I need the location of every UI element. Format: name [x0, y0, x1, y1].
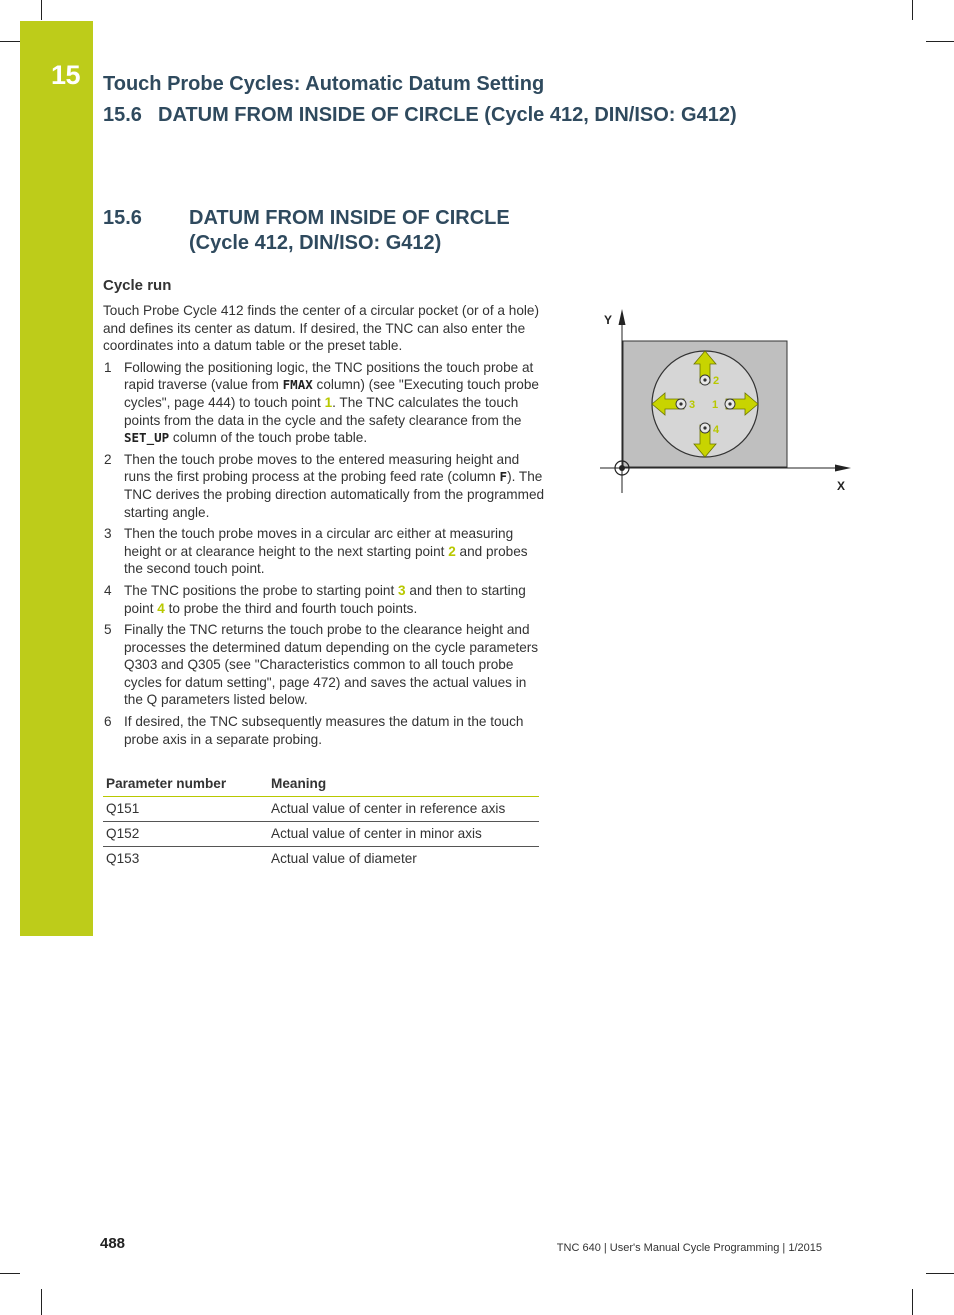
header-sub-number: 15.6: [103, 104, 142, 126]
cycle-run-body: [103, 302, 545, 752]
crop-mark: [41, 1289, 42, 1315]
y-axis-label: Y: [604, 313, 613, 327]
step-text: Following the positioning logic, the TNC positions the touch probe at rapid traverse (value from: [124, 359, 534, 393]
cycle-run-heading: Cycle run: [103, 277, 172, 294]
page-number: 488: [100, 1235, 126, 1252]
point-label: 4: [157, 600, 165, 616]
step-text: and then to starting point: [124, 582, 526, 616]
datum-center-icon: [619, 465, 625, 471]
section-title-line2: (Cycle 412, DIN/ISO: G412): [189, 232, 442, 254]
step-text: If desired, the TNC subsequently measures the datum in the touch probe axis in a separate probing.: [124, 714, 524, 747]
chapter-sidebar: [20, 21, 93, 936]
step-text: Then the touch probe moves to the entered measuring height and runs the first probing process at the probing feed rate (column: [124, 451, 520, 485]
step-number: 4: [104, 582, 112, 598]
crop-mark: [926, 1273, 954, 1274]
step-text: The TNC positions the probe to starting point: [124, 582, 399, 598]
table-cell: Q152: [103, 822, 268, 847]
y-axis-arrow: [619, 309, 626, 325]
parameter-table: [103, 772, 539, 871]
chapter-number: 15: [51, 60, 81, 90]
list-item: [103, 582, 545, 617]
column-header: Meaning: [268, 772, 539, 797]
step-number: 5: [104, 622, 112, 638]
table-row: [103, 822, 539, 847]
probe-diagram: [595, 305, 860, 500]
step-text: and probes the second touch point.: [124, 543, 528, 577]
table-row: [103, 847, 539, 872]
x-axis-arrow: [835, 465, 851, 472]
step-text: to probe the third and fourth touch points.: [164, 600, 418, 616]
step-text: ). The TNC derives the probing direction automatically from the programmed starting angle.: [124, 469, 545, 520]
code-f: F: [499, 469, 508, 485]
point-label: 1: [324, 394, 333, 410]
table-cell: Actual value of diameter: [271, 851, 417, 866]
step-list: [103, 359, 545, 748]
step-number: 2: [104, 451, 112, 467]
header-subtitle: [103, 104, 737, 127]
table-header-row: [103, 772, 539, 797]
code-set-up: SET_UP: [124, 430, 170, 446]
table-cell: Q151: [103, 797, 268, 822]
table-cell: Q153: [106, 851, 140, 866]
point-label-4: 4: [713, 424, 720, 436]
step-number: 1: [104, 359, 112, 375]
table-row: [103, 797, 539, 822]
code-fmax: FMAX: [282, 377, 313, 393]
point-label-1: 1: [712, 399, 719, 411]
crop-mark: [0, 41, 20, 42]
point-label: 3: [398, 582, 406, 598]
list-item: [103, 525, 545, 578]
footer-text: TNC 640 | User's Manual Cycle Programming | 1/2015: [556, 1242, 822, 1254]
step-text: Finally the TNC returns the touch probe to the clearance height and processes the determined datum depending on the cycle parameters Q303 and Q305 (see "Characteristics common to all touch probe cycles for datum setting", page 472) and saves the actual values in the Q parameters listed below.: [124, 622, 539, 708]
section-title-line1: DATUM FROM INSIDE OF CIRCLE: [189, 207, 510, 229]
column-header: Parameter number: [103, 772, 268, 797]
step-text: column of the touch probe table.: [169, 430, 368, 446]
crop-mark: [912, 0, 913, 20]
x-axis-label: X: [837, 479, 846, 493]
step-number: 3: [104, 526, 112, 542]
list-item: [103, 713, 545, 748]
crop-mark: [0, 1273, 20, 1274]
crop-mark: [926, 41, 954, 42]
intro-paragraph: Touch Probe Cycle 412 finds the center of a circular pocket (or of a hole) and defines its center as datum. If desired, the TNC can also enter the coordinates into a datum table or the preset table.: [103, 303, 539, 354]
crop-mark: [41, 0, 42, 20]
step-number: 6: [104, 714, 112, 730]
section-number: 15.6: [103, 207, 142, 229]
point-label: 2: [448, 543, 456, 559]
point-label-3: 3: [689, 399, 696, 411]
step-text: . The TNC calculates the touch points from the data in the cycle and the safety clearance from the: [124, 394, 522, 428]
table-cell: Actual value of center in reference axis: [268, 797, 539, 822]
header-sub-title: DATUM FROM INSIDE OF CIRCLE (Cycle 412, DIN/ISO: G412): [158, 104, 737, 126]
list-item: [103, 451, 545, 521]
header-title: Touch Probe Cycles: Automatic Datum Setting: [103, 73, 545, 95]
list-item: [103, 621, 545, 709]
point-label-2: 2: [713, 375, 720, 387]
crop-mark: [912, 1289, 913, 1315]
step-text: Then the touch probe moves in a circular arc either at measuring height or at clearance height to the next starting point: [124, 526, 514, 559]
step-text: column) (see "Executing touch probe cycles", page 444) to touch point: [124, 377, 539, 410]
list-item: [103, 359, 545, 447]
table-cell: Actual value of center in minor axis: [268, 822, 539, 847]
